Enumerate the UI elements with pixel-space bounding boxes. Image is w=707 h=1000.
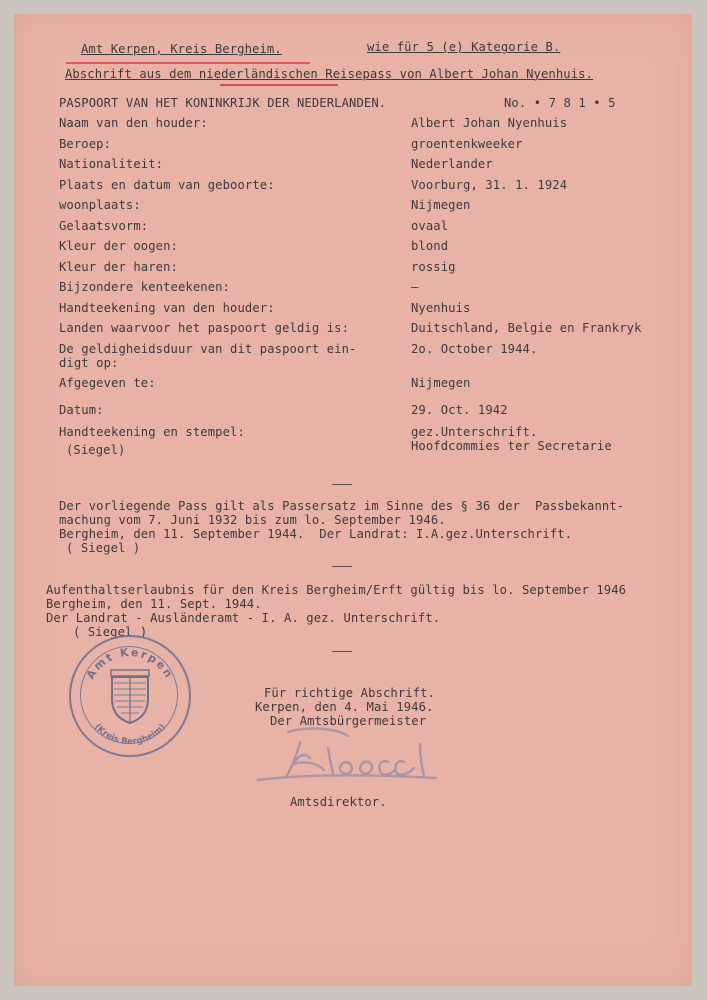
svg-text:(Kreis Bergheim) — [92, 722, 168, 747]
row-label: Handteekening en stempel: — [59, 425, 245, 439]
row-label: Datum: — [59, 403, 104, 417]
row-value: Hoofdcommies ter Secretarie — [411, 439, 612, 453]
separator-dash — [332, 651, 352, 652]
ersatz-line: machung vom 7. Juni 1932 bis zum lo. September 1946. — [59, 513, 446, 527]
certification-line: Kerpen, den 4. Mai 1946. — [255, 700, 434, 714]
row-value: Nijmegen — [411, 198, 471, 212]
stamp-top-text: Amt Kerpen — [83, 645, 177, 682]
row-label: Beroep: — [59, 137, 112, 151]
row-value: Nederlander — [411, 157, 493, 171]
stamp-bottom-text: (Kreis Bergheim) — [92, 722, 168, 748]
row-label: Bijzondere kenteekenen: — [59, 280, 231, 294]
official-seal-stamp — [69, 635, 191, 757]
row-value: Albert Johan Nyenhuis — [411, 116, 568, 130]
row-label: Gelaatsvorm: — [59, 219, 149, 233]
red-underline-header — [66, 62, 310, 64]
row-value: Voorburg, 31. 1. 1924 — [411, 178, 568, 192]
row-value: Nyenhuis — [411, 301, 471, 315]
row-label: digt op: — [59, 356, 119, 370]
ersatz-line: Der vorliegende Pass gilt als Passersatz im Sinne des § 36 der Passbekannt- — [59, 499, 625, 513]
certification-line: Der Amtsbürgermeister — [270, 714, 427, 728]
signatory-title: Amtsdirektor. — [290, 795, 387, 809]
row-label: Kleur der oogen: — [59, 239, 178, 253]
handwritten-signature — [248, 718, 448, 788]
row-value: groentenkweeker — [411, 137, 523, 151]
row-value: gez.Unterschrift. — [411, 425, 538, 439]
row-value: Duitschland, Belgie en Frankryk — [411, 321, 642, 335]
residence-line: Der Landrat - Ausländeramt - I. A. gez. Unterschrift. — [46, 611, 441, 625]
ersatz-seal: ( Siegel ) — [66, 541, 141, 555]
residence-seal: ( Siegel ) — [73, 625, 148, 639]
row-label: De geldigheidsduur van dit paspoort ein- — [59, 342, 357, 356]
red-underline-word — [220, 84, 338, 86]
row-label: Landen waarvoor het paspoort geldig is: — [59, 321, 350, 335]
copy-title: Abschrift aus dem niederländischen Reisepass von Albert Johan Nyenhuis. — [65, 67, 594, 81]
passport-heading: PASPOORT VAN HET KONINKRIJK DER NEDERLANDEN. — [59, 96, 387, 110]
row-label: (Siegel) — [66, 443, 126, 457]
row-label: Nationaliteit: — [59, 157, 164, 171]
residence-line: Aufenthaltserlaubnis für den Kreis Bergheim/Erft gültig bis lo. September 1946 — [46, 583, 627, 597]
row-label: Plaats en datum van geboorte: — [59, 178, 275, 192]
ersatz-line: Bergheim, den 11. September 1944. Der Landrat: I.A.gez.Unterschrift. — [59, 527, 573, 541]
separator-dash — [332, 484, 352, 485]
row-value: rossig — [411, 260, 456, 274]
office-header: Amt Kerpen, Kreis Bergheim. — [81, 42, 282, 56]
row-value: 29. Oct. 1942 — [411, 403, 508, 417]
row-label: woonplaats: — [59, 198, 141, 212]
row-label: Kleur der haren: — [59, 260, 178, 274]
separator-dash — [332, 566, 352, 567]
row-value: 2o. October 1944. — [411, 342, 538, 356]
residence-line: Bergheim, den 11. Sept. 1944. — [46, 597, 262, 611]
category-note: wie für 5 (e) Kategorie B. — [367, 40, 561, 54]
row-value: blond — [411, 239, 449, 253]
row-value: Nijmegen — [411, 376, 471, 390]
coat-of-arms-icon — [111, 670, 149, 723]
row-label: Handteekening van den houder: — [59, 301, 275, 315]
passport-number: No. • 7 8 1 • 5 — [504, 96, 616, 110]
row-label: Naam van den houder: — [59, 116, 208, 130]
row-label: Afgegeven te: — [59, 376, 156, 390]
row-value: ovaal — [411, 219, 449, 233]
certification-line: Für richtige Abschrift. — [264, 686, 436, 700]
row-value: — — [411, 280, 419, 294]
